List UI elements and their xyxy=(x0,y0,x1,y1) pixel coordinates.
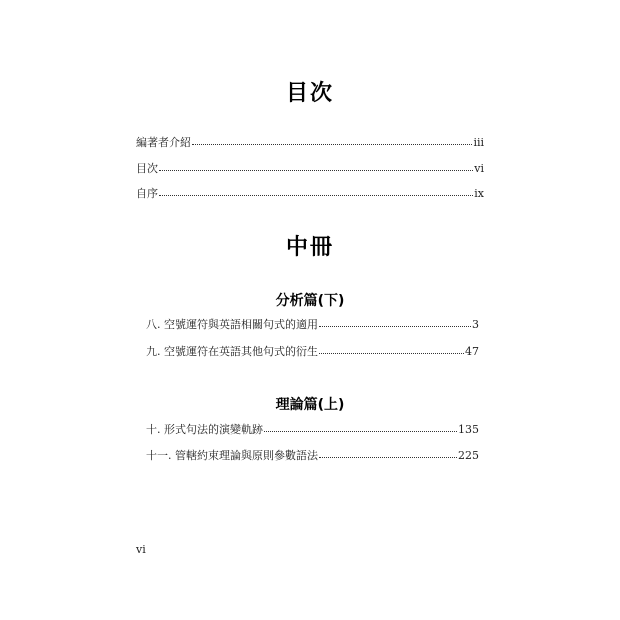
section-title: 分析篇(下) xyxy=(275,293,345,309)
toc-entry-page: ix xyxy=(474,187,484,200)
page-number: vi xyxy=(136,543,146,556)
toc-entry-label: 編著者介紹 xyxy=(136,136,191,149)
toc-entry[interactable] xyxy=(146,345,479,359)
toc-entry-page: vi xyxy=(474,162,484,175)
dot-leader xyxy=(264,422,457,432)
toc-entry-label: 九. 空號運符在英語其他句式的衍生 xyxy=(146,345,318,358)
toc-entry[interactable] xyxy=(146,423,479,437)
toc-entry-page: 47 xyxy=(465,345,479,358)
toc-entry-label: 十. 形式句法的演變軌跡 xyxy=(146,423,263,436)
dot-leader xyxy=(159,186,473,196)
toc-entry-page: 135 xyxy=(458,423,479,436)
toc-entry-page: 225 xyxy=(458,449,479,462)
dot-leader xyxy=(319,317,471,327)
toc-entry[interactable] xyxy=(136,187,484,201)
toc-entry-page: 3 xyxy=(472,318,479,331)
section-title: 理論篇(上) xyxy=(275,397,345,413)
toc-entry-label: 目次 xyxy=(136,162,158,175)
toc-entry[interactable] xyxy=(136,162,484,176)
toc-entry[interactable] xyxy=(136,136,484,150)
volume-title: 中冊 xyxy=(285,235,334,260)
toc-entry-page: iii xyxy=(473,136,484,149)
dot-leader xyxy=(192,135,472,145)
toc-entry-label: 八. 空號運符與英語相關句式的適用 xyxy=(146,318,318,331)
toc-entry[interactable] xyxy=(146,318,479,332)
page-title: 目次 xyxy=(285,81,334,106)
dot-leader xyxy=(159,161,473,171)
toc-entry[interactable] xyxy=(146,449,479,463)
dot-leader xyxy=(319,448,457,458)
toc-entry-label: 自序 xyxy=(136,187,158,200)
toc-entry-label: 十一. 管轄約束理論與原則參數語法 xyxy=(146,449,318,462)
dot-leader xyxy=(319,344,464,354)
